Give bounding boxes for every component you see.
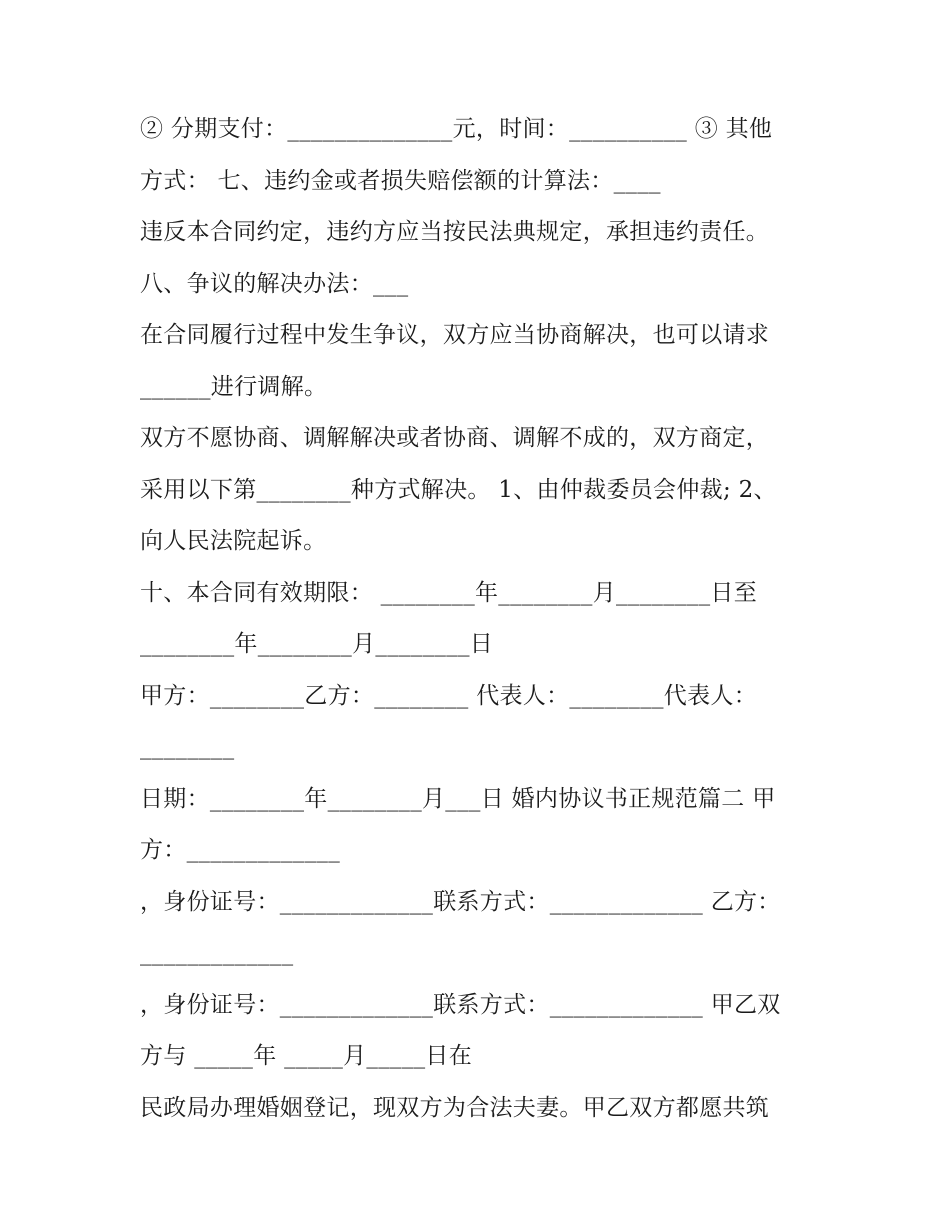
text-line: ________ — [140, 734, 235, 760]
text-line: 方与 _____年 _____月_____日在 — [140, 1043, 473, 1069]
text-line: 方：_____________ — [140, 837, 340, 863]
text-line: 八、争议的解决办法：___ — [140, 270, 409, 297]
document-body — [140, 104, 820, 1134]
text-line: ，身份证号：_____________联系方式：_____________ 乙方： — [140, 888, 781, 915]
text-line: 方式： 七、违约金或者损失赔偿额的计算法：____ — [140, 167, 661, 194]
text-line: 甲方：________乙方：________ 代表人：________代表人： — [140, 682, 758, 709]
text-line: ，身份证号：_____________联系方式：_____________ 甲乙双 — [140, 991, 781, 1018]
text-line: 采用以下第________种方式解决。 1、由仲裁委员会仲裁; 2、 — [140, 476, 777, 503]
text-line: ________年________月________日 — [140, 631, 494, 657]
text-line: _____________ — [140, 940, 294, 966]
text-line: 向人民法院起诉。 — [140, 528, 327, 554]
text-line: 双方不愿协商、调解解决或者协商、调解不成的，双方商定， — [140, 425, 770, 451]
text-line: ______进行调解。 — [140, 373, 328, 400]
text-line: 民政局办理婚姻登记，现双方为合法夫妻。甲乙双方都愿共筑 — [140, 1094, 770, 1121]
text-line: 日期：________年________月___日 婚内协议书正规范篇二 甲 — [140, 785, 776, 812]
text-line: 在合同履行过程中发生争议，双方应当协商解决，也可以请求 — [140, 322, 770, 348]
text-line: 违反本合同约定，违约方应当按民法典规定，承担违约责任。 — [140, 219, 770, 245]
text-line: ② 分期支付：______________元，时间：__________ ③ 其他 — [140, 116, 773, 142]
text-line: 十、本合同有效期限： ________年________月________日至 — [140, 579, 758, 606]
